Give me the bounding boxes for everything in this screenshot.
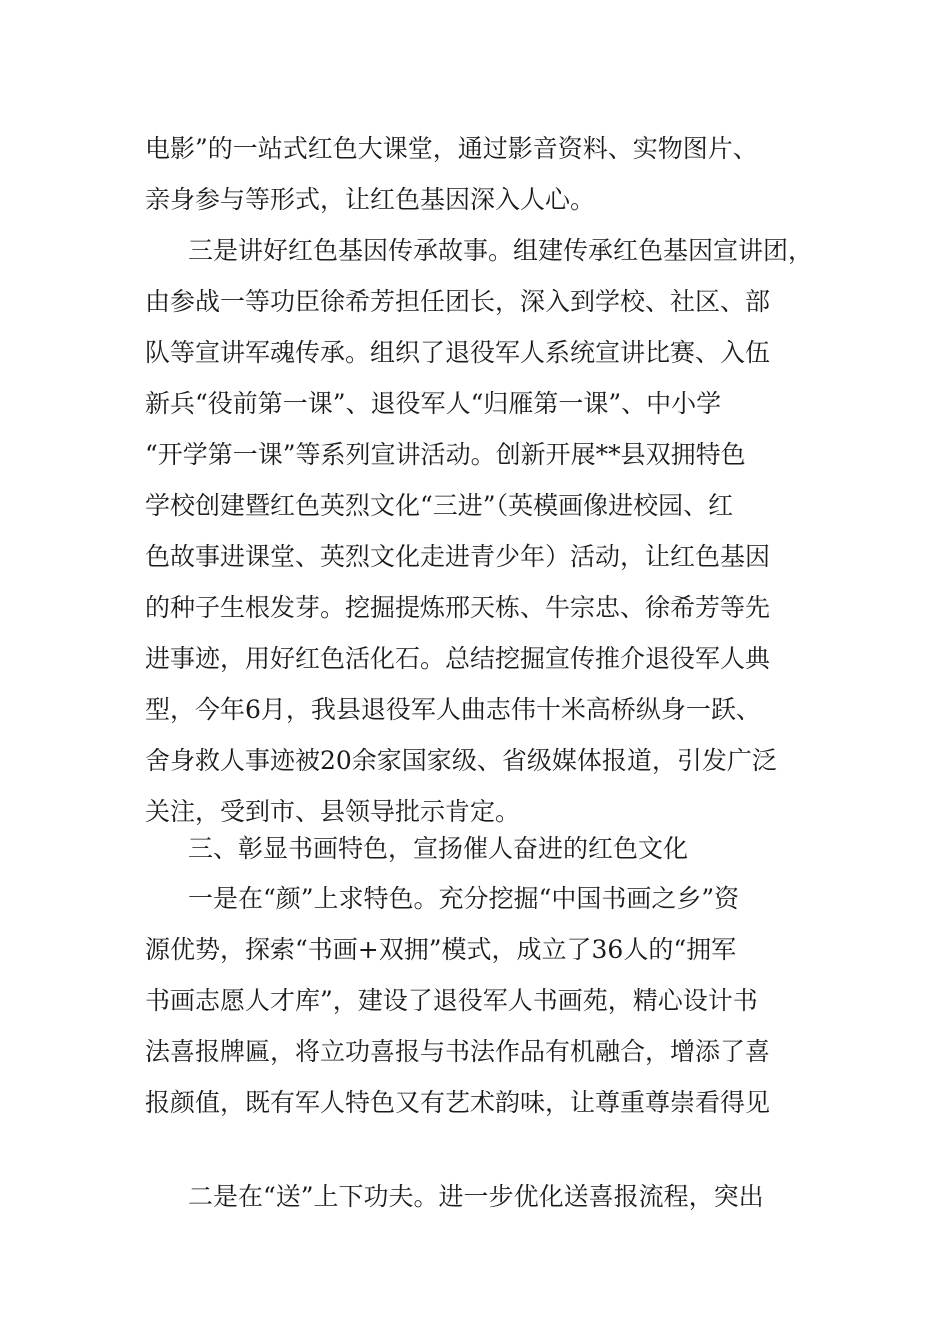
text-line-6: 新兵“役前第一课”、退役军人“归雁第一课”、中小学	[145, 389, 722, 418]
text-line-11: 进事迹，用好红色活化石。总结挖掘宣传推介退役军人典	[145, 644, 771, 673]
text-line-2: 亲身参与等形式，让红色基因深入人心。	[145, 185, 596, 214]
text-line-9: 色故事进课堂、英烈文化走进青少年）活动，让红色基因	[145, 542, 771, 571]
text-line-20: 报颜值，既有军人特色又有艺术韵味，让尊重尊崇看得见	[145, 1088, 771, 1117]
text-line-10: 的种子生根发芽。挖掘提炼邢天栋、牛宗忠、徐希芳等先	[145, 593, 771, 622]
text-line-21: 二是在“送”上下功夫。进一步优化送喜报流程，突出	[188, 1182, 764, 1211]
text-line-5: 队等宣讲军魂传承。组织了退役军人系统宣讲比赛、入伍	[145, 338, 771, 367]
text-line-18: 书画志愿人才库”，建设了退役军人书画苑，精心设计书	[145, 986, 758, 1015]
text-line-7: “开学第一课”等系列宣讲活动。创新开展**县双拥特色	[145, 440, 746, 469]
text-line-1: 电影”的一站式红色大课堂，通过影音资料、实物图片、	[145, 134, 758, 163]
text-line-4: 由参战一等功臣徐希芳担任团长，深入到学校、社区、部	[145, 287, 771, 316]
text-line-16: 一是在“颜”上求特色。充分挖掘“中国书画之乡”资	[188, 884, 740, 913]
text-line-19: 法喜报牌匾，将立功喜报与书法作品有机融合，增添了喜	[145, 1037, 771, 1066]
text-line-12: 型，今年6月，我县退役军人曲志伟十米高桥纵身一跃、	[145, 695, 761, 724]
text-line-3: 三是讲好红色基因传承故事。组建传承红色基因宣讲团，	[188, 236, 814, 265]
text-line-14: 关注，受到市、县领导批示肯定。	[145, 797, 521, 826]
text-line-8: 学校创建暨红色英烈文化“三进”（英模画像进校园、红	[145, 491, 734, 520]
section-heading: 三、彰显书画特色，宣扬催人奋进的红色文化	[188, 834, 689, 863]
text-line-13: 舍身救人事迹被20余家国家级、省级媒体报道，引发广泛	[145, 746, 777, 775]
text-line-17: 源优势，探索“书画+双拥”模式，成立了36人的“拥军	[145, 935, 737, 964]
